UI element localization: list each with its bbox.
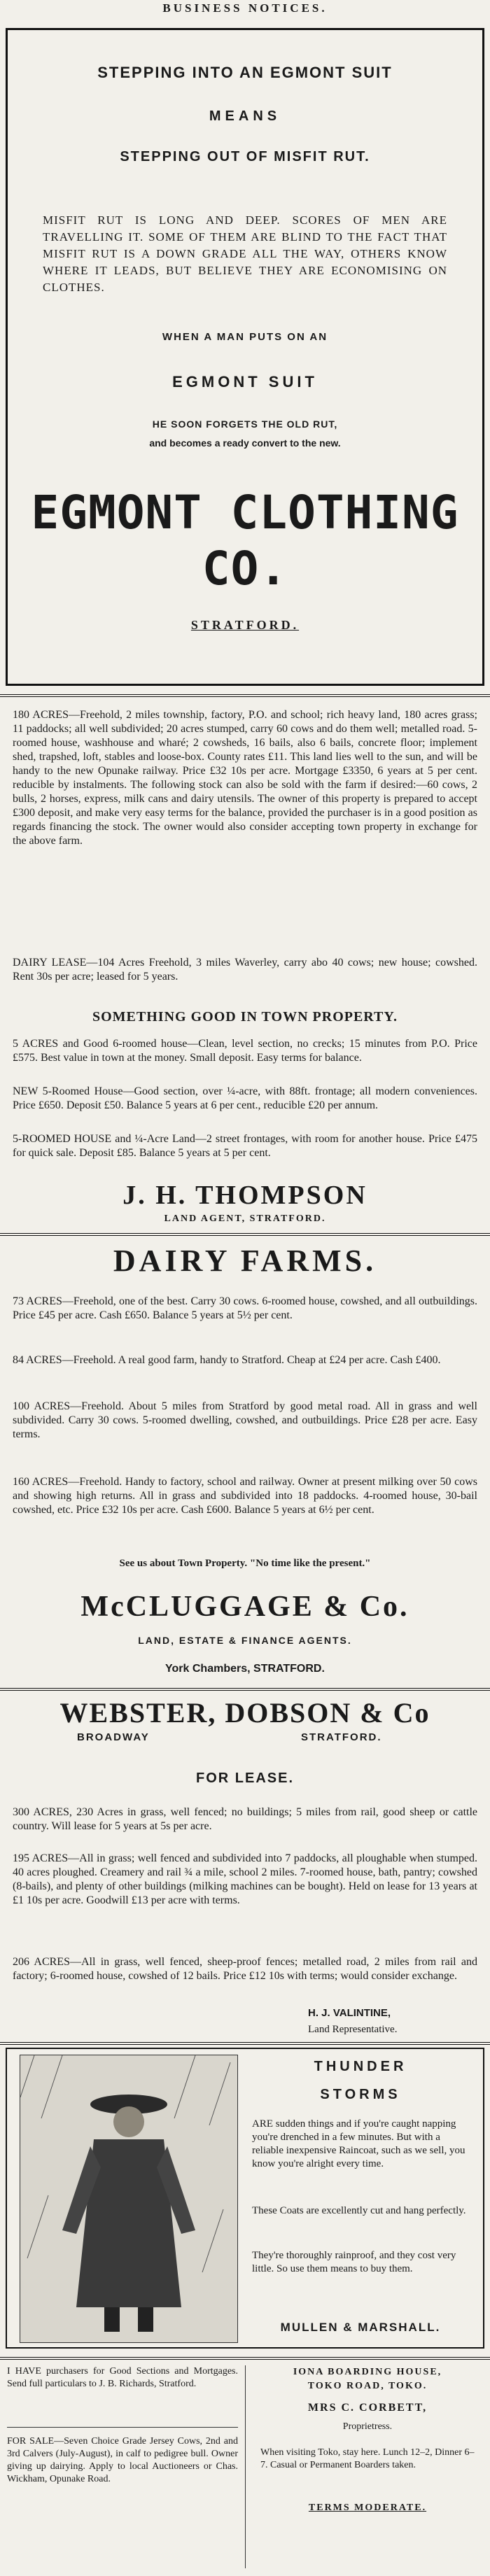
iona-line4: Proprietress. bbox=[342, 2421, 393, 2432]
mullen-t1: THUNDER bbox=[314, 2059, 407, 2074]
raincoat-illustration bbox=[20, 2055, 238, 2343]
webster-agent-sub: Land Representative. bbox=[308, 2024, 398, 2035]
egmont-brand: EGMONT CLOTHING CO. bbox=[31, 486, 459, 596]
thompson-5-roomed: 5-ROOMED HOUSE and ¼-Acre Land—2 street frontages, with room for another house. Price £475 for quick sale. Deposit £85. Balance 5 years at 5 per cent. bbox=[13, 1133, 477, 1159]
webster-head: FOR LEASE. bbox=[195, 1771, 294, 1786]
mccluggage-name: McCLUGGAGE & Co. bbox=[80, 1591, 410, 1623]
mullen-p1: ARE sudden things and if you're caught napping you're drenched in a few minutes. But with a reliable inexpensive Raincoat, such as we sell, you know you're alright every time. bbox=[252, 2118, 465, 2169]
thompson-farm-180: 180 ACRES—Freehold, 2 miles township, factory, P.O. and school; rich heavy land, 180 acres grass; 11 paddocks; all well subdivided; 20 acres stumped, carry 60 cows and do them well; metalled road. 5-roomed house, washhouse and wharé; 2 cowsheds, 16 bails, also 6 bails, concrete floor; implement shed, trapshed, loft, stables and loose-box. County rates £11. This land lies well to the sun, and will be handy to the new Opunake railway. Price £32 10s per acre. Mortgage £3350, 6 years at 5 per cent. reducible by instalments. The following stock can also be sold with the farm if desired:—60 cows, 2 bulls, 2 horses, express, milk cans and dairy utensils. The owner of this property is prepared to accept £300 deposit, and make very easy terms for the balance, provided the purchaser is in a good position as regards financing the stock. The owner would also consider accepting town property in exchange for the above farm. bbox=[13, 709, 477, 847]
raincoat-man-icon bbox=[20, 2055, 237, 2342]
iona-line1: IONA BOARDING HOUSE, bbox=[293, 2367, 442, 2377]
egmont-line2: MEANS bbox=[209, 108, 281, 124]
iona-line5: When visiting Toko, stay here. Lunch 12–2, Dinner 6–7. Casual or Permanent Boarders taken. bbox=[260, 2447, 475, 2470]
mccluggage-160-acres: 160 ACRES—Freehold. Handy to factory, school and railway. Owner at present milking over 50 cows and showing high returns. All in grass and subdivided into 18 paddocks. 4-roomed house, 30-bail cowshed, etc. Price £32 10s per acre. Cash £600. Balance 5 years at 6½ per cent. bbox=[13, 1476, 477, 1516]
webster-right: STRATFORD. bbox=[301, 1731, 382, 1743]
mullen-name: MULLEN & MARSHALL. bbox=[280, 2321, 441, 2334]
thompson-5-acres: 5 ACRES and Good 6-roomed house—Clean, level section, no crecks; 15 minutes from P.O. Price £575. Best value in town at the money. Small deposit. Easy terms for balance. bbox=[13, 1038, 477, 1064]
mccluggage-sub2: York Chambers, STRATFORD. bbox=[165, 1663, 325, 1675]
webster-195-acres: 195 ACRES—All in grass; well fenced and subdivided into 7 paddocks, all ploughable when stumped. 40 acres ploughed. Creamery and rail ¾ a mile, school 2 miles. 7-roomed house, bath, pantry; cowshed (8-bails), and plenty of other buildings (milking machines can be bought). Held on lease for 13 years at £1 10s per acre. Goodwill £13 per acre with terms. bbox=[13, 1852, 477, 1906]
mullen-p3: They're thoroughly rainproof, and they cost very little. So use them means to buy them. bbox=[252, 2250, 456, 2274]
mccluggage-note: See us about Town Property. "No time like the present." bbox=[119, 1558, 371, 1569]
mullen-p2: These Coats are excellently cut and hang perfectly. bbox=[252, 2205, 466, 2216]
webster-300-acres: 300 ACRES, 230 Acres in grass, well fenced; no buildings; 5 miles from rail, good sheep or cattle country. Will lease for 5 years at 5s per acre. bbox=[13, 1806, 477, 1832]
webster-name: WEBSTER, DOBSON & Co bbox=[59, 1697, 430, 1729]
egmont-line6: HE SOON FORGETS THE OLD RUT, bbox=[152, 418, 338, 430]
page-header: BUSINESS NOTICES. bbox=[162, 1, 328, 15]
webster-206-acres: 206 ACRES—All in grass, well fenced, sheep-proof fences; metalled road, 2 miles from rail and factory; 6-roomed house, cowshed of 12 bails. Price £12 10s with terms; would consider exchange. bbox=[13, 1956, 477, 1982]
egmont-line1: STEPPING INTO AN EGMONT SUIT bbox=[97, 64, 393, 81]
mccluggage-73-acres: 73 ACRES—Freehold, one of the best. Carry 30 cows. 6-roomed house, cowshed, and all outbuildings. Price £45 per acre. Cash £650. Balance 5 years at 5½ per cent. bbox=[13, 1295, 477, 1321]
mccluggage-sub1: LAND, ESTATE & FINANCE AGENTS. bbox=[138, 1635, 352, 1646]
section-rule bbox=[0, 1688, 490, 1691]
iona-line3: MRS C. CORBETT, bbox=[307, 2402, 428, 2414]
mccluggage-84-acres: 84 ACRES—Freehold. A real good farm, handy to Stratford. Cheap at £24 per acre. Cash £400. bbox=[13, 1354, 441, 1366]
cows-for-sale: FOR SALE—Seven Choice Grade Jersey Cows, 2nd and 3rd Calvers (July-August), in calf to pedigree bull. Owner giving up dairying. Apply to local Auctioneers or Chas. Wickham, Opunake Road. bbox=[7, 2436, 238, 2484]
thompson-name: J. H. THOMPSON bbox=[122, 1181, 368, 1210]
webster-left: BROADWAY bbox=[77, 1731, 150, 1743]
thompson-new-house: NEW 5-Roomed House—Good section, over ¼-acre, with 88ft. frontage; all modern conveniences. Price £650. Deposit £50. Balance 5 years at 6 per cent., reducible £20 per annum. bbox=[13, 1085, 477, 1111]
mccluggage-100-acres: 100 ACRES—Freehold. About 5 miles from Stratford by good metal road. All in grass and well subdivided. Carry 30 cows. 5-roomed dwelling, cowshed, and outbuildings. Price £28 per acre. Easy terms. bbox=[13, 1400, 477, 1440]
section-rule bbox=[0, 2042, 490, 2045]
egmont-line5: EGMONT SUIT bbox=[172, 373, 318, 390]
section-rule bbox=[0, 2357, 490, 2360]
egmont-line3: STEPPING OUT OF MISFIT RUT. bbox=[120, 149, 370, 164]
section-rule bbox=[0, 1233, 490, 1236]
mccluggage-title: DAIRY FARMS. bbox=[113, 1244, 377, 1278]
column-divider bbox=[245, 2365, 246, 2568]
mullen-advert bbox=[6, 2048, 484, 2349]
thompson-sub: LAND AGENT, STRATFORD. bbox=[164, 1213, 326, 1224]
egmont-line7: and becomes a ready convert to the new. bbox=[149, 437, 341, 449]
egmont-advert bbox=[6, 28, 484, 686]
webster-agent: H. J. VALINTINE, bbox=[308, 2007, 391, 2019]
section-rule bbox=[0, 694, 490, 697]
egmont-town: STRATFORD. bbox=[190, 618, 300, 632]
thompson-town-heading: SOMETHING GOOD IN TOWN PROPERTY. bbox=[92, 1009, 398, 1025]
egmont-paragraph: MISFIT RUT IS LONG AND DEEP. SCORES OF MEN ARE TRAVELLING IT. SOME OF THEM ARE BLIND TO THE FACT THAT MISFIT RUT IS A DOWN GRADE ALL THE WAY, OTHERS KNOW WHERE IT LEADS, BUT BELIEVE THEY ARE ECONOMISING ON CLOTHES. bbox=[43, 213, 447, 294]
mullen-t2: STORMS bbox=[320, 2087, 401, 2102]
richards-notice: I HAVE purchasers for Good Sections and Mortgages. Send full particulars to J. B. Richards, Stratford. bbox=[7, 2366, 238, 2389]
iona-line6: TERMS MODERATE. bbox=[308, 2503, 427, 2513]
iona-line2: TOKO ROAD, TOKO. bbox=[307, 2381, 428, 2391]
small-ad-divider bbox=[7, 2427, 238, 2428]
thompson-dairy-lease: DAIRY LEASE—104 Acres Freehold, 3 miles Waverley, carry abo 40 cows; new house; cowshed. Rent 30s per acre; leased for 5 years. bbox=[13, 957, 477, 983]
egmont-line4: WHEN A MAN PUTS ON AN bbox=[162, 331, 328, 343]
